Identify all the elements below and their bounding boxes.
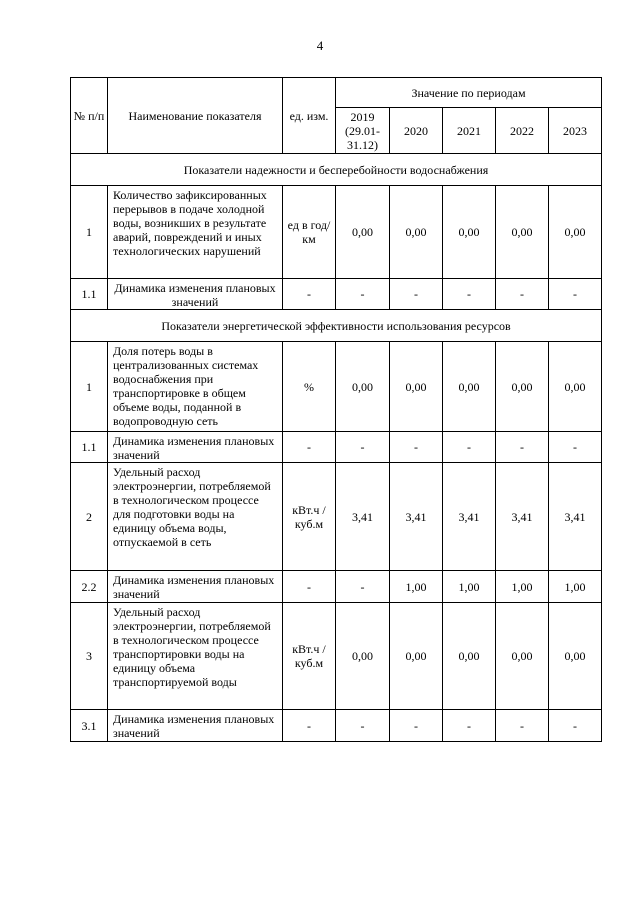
row-num: 1.1	[71, 432, 108, 463]
header-period: 2022	[496, 108, 549, 154]
row-num: 1.1	[71, 279, 108, 310]
section-title: Показатели надежности и бесперебойности водоснабжения	[71, 154, 602, 186]
row-value: -	[390, 710, 443, 742]
header-period: 2020	[390, 108, 443, 154]
row-value: -	[336, 571, 390, 603]
row-value: -	[496, 279, 549, 310]
section-title: Показатели энергетической эффективности использования ресурсов	[71, 310, 602, 342]
row-value: -	[336, 279, 390, 310]
table-row	[71, 463, 602, 571]
row-value: 1,00	[549, 571, 602, 603]
table-row	[71, 186, 602, 279]
row-num: 3	[71, 603, 108, 710]
row-value: 3,41	[390, 463, 443, 571]
row-value: 1,00	[443, 571, 496, 603]
row-value: 0,00	[336, 342, 390, 432]
row-name: Удельный расход электроэнергии, потребляемой в технологическом процессе для подготовки воды на единицу объема воды, отпускаемой в сеть	[108, 463, 283, 571]
row-value: -	[549, 279, 602, 310]
row-unit: -	[283, 571, 336, 603]
row-value: -	[443, 710, 496, 742]
row-value: 3,41	[443, 463, 496, 571]
table-row	[71, 342, 602, 432]
table-row	[71, 603, 602, 710]
row-name: Динамика изменения плановых значений	[108, 571, 283, 603]
header-name: Наименование показателя	[108, 78, 283, 154]
row-value: -	[443, 432, 496, 463]
row-unit: кВт.ч / куб.м	[283, 603, 336, 710]
row-value: -	[336, 710, 390, 742]
row-num: 3.1	[71, 710, 108, 742]
row-value: -	[390, 432, 443, 463]
row-value: -	[496, 710, 549, 742]
row-value: 0,00	[390, 603, 443, 710]
row-unit: %	[283, 342, 336, 432]
row-value: 0,00	[443, 603, 496, 710]
row-value: 3,41	[496, 463, 549, 571]
table-row	[71, 432, 602, 463]
row-value: -	[443, 279, 496, 310]
row-name: Доля потерь воды в централизованных системах водоснабжения при транспортировке в общем объеме воды, поданной в водопроводную сеть	[108, 342, 283, 432]
row-value: 1,00	[390, 571, 443, 603]
row-value: -	[390, 279, 443, 310]
row-value: 0,00	[443, 342, 496, 432]
row-value: -	[496, 432, 549, 463]
header-periods-title: Значение по периодам	[336, 78, 602, 108]
row-unit: -	[283, 279, 336, 310]
header-period: 2021	[443, 108, 496, 154]
row-value: 0,00	[390, 342, 443, 432]
page-number: 4	[316, 38, 324, 53]
row-name: Динамика изменения плановых значений	[108, 279, 283, 310]
header-period: 2019 (29.01-31.12)	[336, 108, 390, 154]
row-unit: кВт.ч / куб.м	[283, 463, 336, 571]
table-row	[71, 710, 602, 742]
row-value: -	[549, 710, 602, 742]
row-name: Динамика изменения плановых значений	[108, 710, 283, 742]
table-row	[71, 571, 602, 603]
row-value: 3,41	[549, 463, 602, 571]
table-row	[71, 279, 602, 310]
row-value: 0,00	[496, 342, 549, 432]
row-num: 1	[71, 186, 108, 279]
header-period: 2023	[549, 108, 602, 154]
row-value: 0,00	[443, 186, 496, 279]
indicators-table	[70, 77, 602, 742]
row-name: Количество зафиксированных перерывов в подаче холодной воды, возникших в результате аварий, повреждений и иных технологических нарушений	[108, 186, 283, 279]
header-unit: ед. изм.	[283, 78, 336, 154]
row-unit: -	[283, 710, 336, 742]
row-num: 1	[71, 342, 108, 432]
row-value: 0,00	[336, 603, 390, 710]
row-value: 0,00	[390, 186, 443, 279]
row-unit: ед в год/ км	[283, 186, 336, 279]
row-value: -	[549, 432, 602, 463]
row-value: -	[336, 432, 390, 463]
row-value: 0,00	[549, 342, 602, 432]
row-name: Удельный расход электроэнергии, потребляемой в технологическом процессе транспортировки воды на единицу объема транспортируемой воды	[108, 603, 283, 710]
row-name: Динамика изменения плановых значений	[108, 432, 283, 463]
row-num: 2	[71, 463, 108, 571]
row-value: 1,00	[496, 571, 549, 603]
row-value: 0,00	[549, 603, 602, 710]
row-value: 0,00	[336, 186, 390, 279]
row-unit: -	[283, 432, 336, 463]
row-value: 3,41	[336, 463, 390, 571]
row-value: 0,00	[496, 186, 549, 279]
row-value: 0,00	[496, 603, 549, 710]
row-num: 2.2	[71, 571, 108, 603]
row-value: 0,00	[549, 186, 602, 279]
header-num: № п/п	[71, 78, 108, 154]
